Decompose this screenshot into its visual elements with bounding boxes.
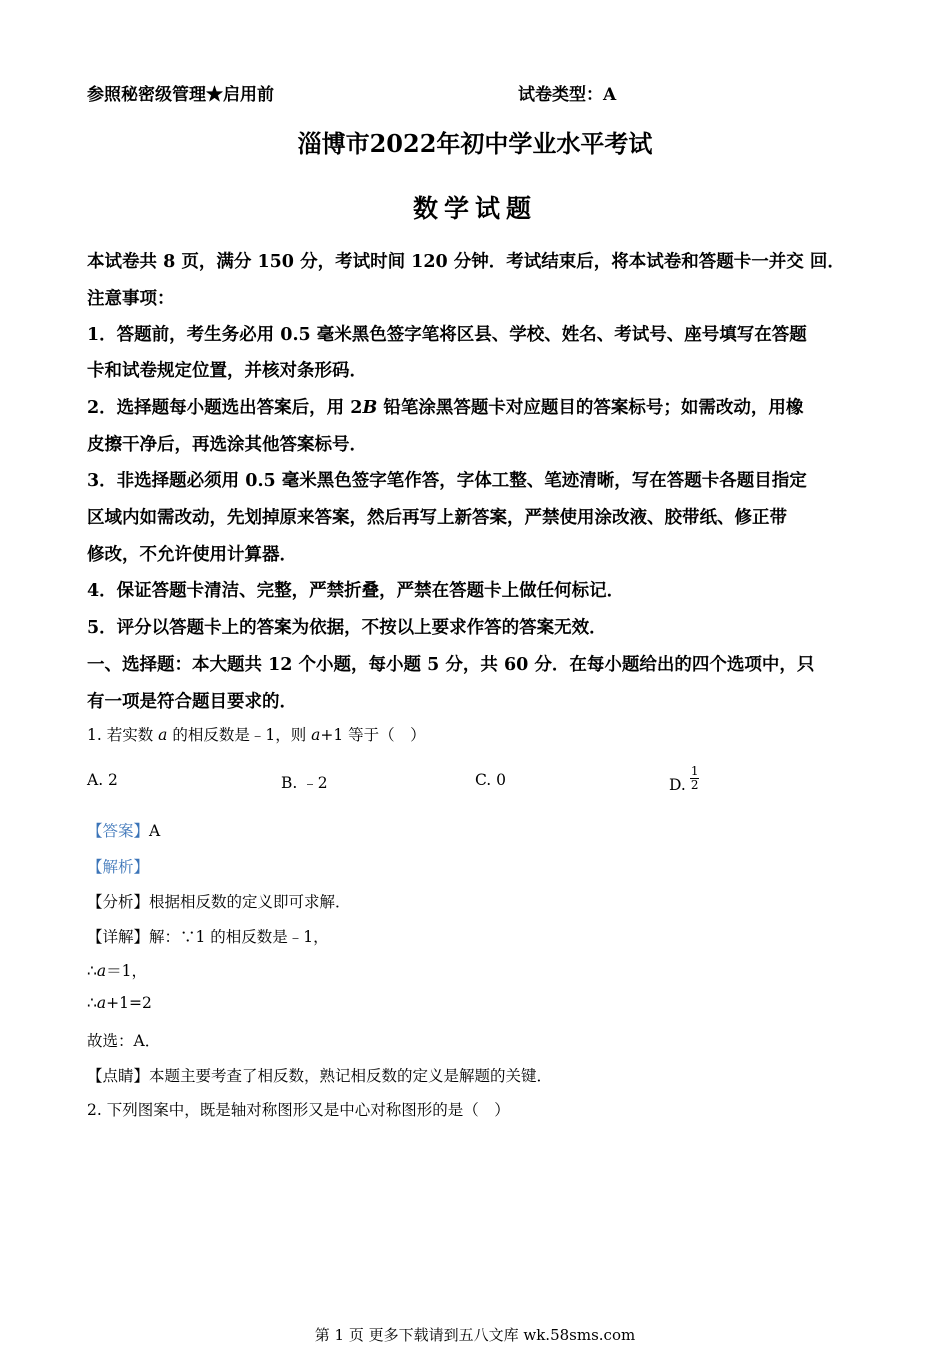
option-d: D. $\frac{1}{2}$ <box>669 763 699 794</box>
question-1-stem: 1. 若实数 a 的相反数是﹣1，则 a+1 等于（ ） <box>87 726 426 744</box>
option-c: C. 0 <box>475 771 507 789</box>
notice-3-line-3: 修改，不允许使用计算器． <box>87 545 297 565</box>
notice-3-line-2: 区域内如需改动，先划掉原来答案，然后再写上新答案，严禁使用涂改液、胶带纸、修正带 <box>87 508 787 528</box>
answer-line <box>87 819 160 841</box>
key-point-comment: 【点睛】本题主要考查了相反数，熟记相反数的定义是解题的关键． <box>87 1067 553 1085</box>
answer-value: A <box>149 822 161 840</box>
notice-heading: 注意事项： <box>87 289 175 309</box>
answer-tag: 【答案】 <box>87 822 150 840</box>
option-a: A. 2 <box>87 771 118 789</box>
analysis-tag: 【解析】 <box>87 858 150 876</box>
option-b: B. ﹣2 <box>281 774 328 792</box>
notice-1-line-1: 1．答题前，考生务必用 0.5 毫米黑色签字笔将区县、学校、姓名、考试号、座号填写在答题 <box>87 325 807 345</box>
choice-conclusion: 故选：A． <box>87 1032 161 1050</box>
question-2-stem: 2. 下列图案中，既是轴对称图形又是中心对称图形的是（ ） <box>87 1101 510 1119</box>
notice-4: 4．保证答题卡清洁、完整，严禁折叠，严禁在答题卡上做任何标记． <box>87 581 625 601</box>
analysis-summary: 【分析】根据相反数的定义即可求解． <box>87 893 351 911</box>
notice-2-line-1: 2．选择题每小题选出答案后，用 2B 铅笔涂黑答题卡对应题目的答案标号；如需改动，用橡 <box>87 398 804 418</box>
detailed-solution: 【详解】解：∵1 的相反数是﹣1， <box>87 928 329 946</box>
intro-text: 本试卷共 8 页，满分 150 分，考试时间 120 分钟．考试结束后，将本试卷和答题卡一并交 回． <box>87 252 845 272</box>
notice-5: 5．评分以答题卡上的答案为依据，不按以上要求作答的答案无效． <box>87 618 607 638</box>
section-heading-line-1: 一、选择题：本大题共 12 个小题，每小题 5 分，共 60 分．在每小题给出的四个选项中，只 <box>87 655 815 675</box>
notice-1-line-2: 卡和试卷规定位置，并核对条形码． <box>87 361 367 381</box>
page-footer: 第 1 页 更多下载请到五八文库 wk.58sms.com <box>314 1326 636 1344</box>
notice-3-line-1: 3．非选择题必须用 0.5 毫米黑色签字笔作答，字体工整、笔迹清晰，写在答题卡各题目指定 <box>87 471 807 491</box>
solution-step-1: ∴a＝1， <box>87 962 147 980</box>
solution-step-2: ∴a+1=2 <box>87 994 152 1012</box>
subject-title: 数学试题 <box>412 194 537 223</box>
paper-type-label: 试卷类型：A <box>518 85 617 105</box>
fraction-one-half: $\frac{1}{2}$ <box>690 763 699 792</box>
exam-title: 淄博市2022年初中学业水平考试 <box>297 129 653 158</box>
classification-label: 参照秘密级管理★启用前 <box>87 85 274 105</box>
section-heading-line-2: 有一项是符合题目要求的． <box>87 692 297 712</box>
notice-2-line-2: 皮擦干净后，再选涂其他答案标号． <box>87 435 367 455</box>
